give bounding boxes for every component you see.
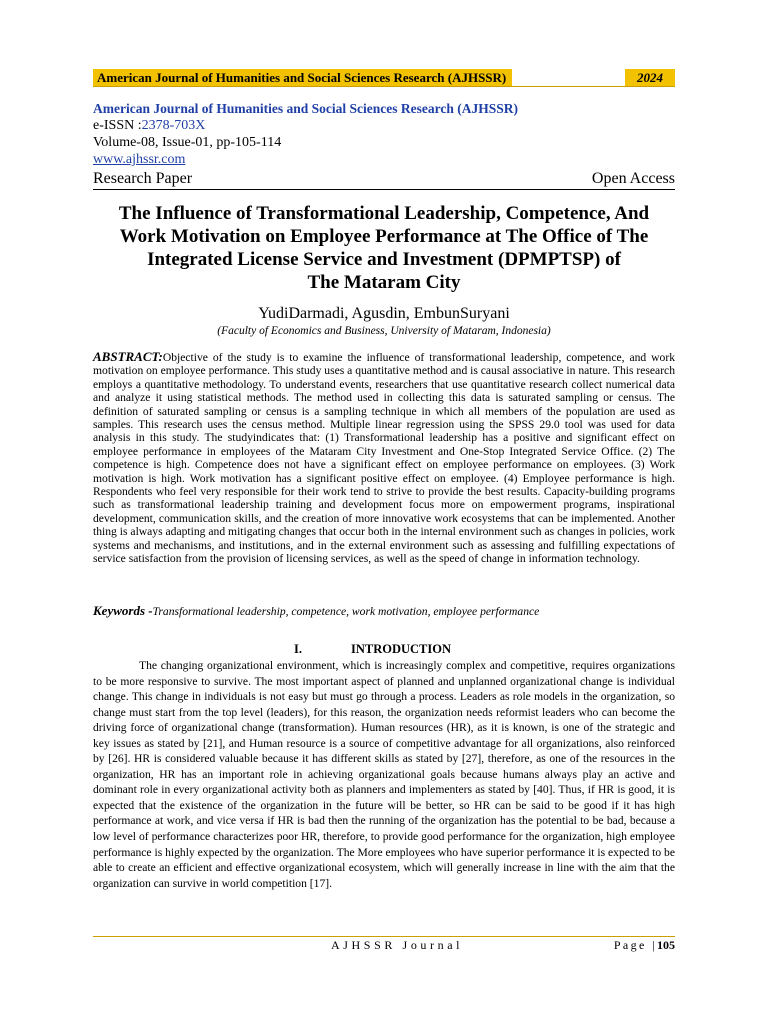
abstract-label: ABSTRACT: (93, 349, 163, 364)
abstract-text: Objective of the study is to examine the influence of transformational leadership, competence, and work motivation on employee performance. This study uses a quantitative method and is causal associative in nature. This research employs a quantitative methodology. To understand events, researchers that use quantitative research collect numerical data and analyze it using statistical methods. The method used in collecting this data is saturated sampling or census. The definition of saturated sampling or census is a sampling technique in which all members of the population are used as samples. This research uses the census method. Multiple linear regression using the SPSS 29.0 tool was used for data analysis in this study. The studyindicates that: (1) Transformational leadership has a positive and significant effect on employee performance in employees of the Mataram City Investment and One-Stop Integrated Service Office. (2) The competence is high. Competence does not have a significant effect on employee performance on employees. (3) Work motivation is high. Work motivation has a significant positive effect on employee. (4) Employee performance is high. Respondents who feel very responsible for their work tend to strive to provide the best results. Capacity-building programs such as transformational leadership training and development focus more on empowerment programs, inspirational development, communication skills, and the creation of more innovative work ecosystems that can be implemented. Another thing is always adapting and mitigating changes that occur both in the internal environment such as changes in policies, work systems and mechanisms, and institutions, and in the external environment such as assessing and fulfilling expectations of service satisfaction from the provision of licensing services, as well as the speed of change in information technology. (93, 351, 675, 566)
author-list: YudiDarmadi, Agusdin, EmbunSuryani (258, 305, 510, 322)
keywords (93, 604, 675, 619)
page-label: Page | (613, 938, 657, 952)
header-year: 2024 (625, 69, 675, 86)
paper-title (93, 202, 675, 294)
eissn-label: e-ISSN : (93, 118, 142, 133)
eissn-line (93, 117, 675, 134)
journal-website-link[interactable]: www.ajhssr.com (93, 152, 186, 167)
keywords-text: Transformational leadership, competence, work motivation, employee performance (152, 605, 540, 618)
title-line: The Mataram City (307, 272, 461, 293)
author-affiliation: (Faculty of Economics and Business, University of Mataram, Indonesia) (217, 325, 551, 337)
introduction-body (93, 658, 675, 891)
section-number: I. (294, 642, 302, 656)
title-line: Work Motivation on Employee Performance at The Office of The (119, 226, 649, 247)
journal-name: American Journal of Humanities and Social Sciences Research (AJHSSR) (93, 101, 518, 116)
abstract (93, 350, 675, 566)
header-journal-name: American Journal of Humanities and Social Sciences Research (AJHSSR) (93, 69, 512, 86)
section-title: INTRODUCTION (351, 642, 452, 656)
journal-info (93, 100, 675, 190)
footer-page (614, 938, 675, 953)
paragraph: The changing organizational environment, which is increasingly complex and competitive, requires organizations to be more responsive to survive. The most important aspect of planned and unplanned organizational change is individual change. This change in individuals is not easy but must go through a process. Leaders as role models in the organization, so change must start from the top level (leaders), for this reason, the organization needs reformist leaders who can become the driving force of organizational change (transformation). Human resources (HR), as it is known, is one of the strategic and key issues as stated by [21], and Human resource is a source of competitive advantage for all organizations, also reinforced by [26]. HR is considered valuable because it has different skills as stated by [27], therefore, as one of the resources in the organization, HR has an important role in achieving organizational goals because humans always play an active and dominant role in every organizational activity both as planners and implementers as stated by [40]. Thus, if HR is good, it is expected that the existence of the organization in the future will be better, so HR can be said to be good if it has high performance at work, and vice versa if HR is bad then the running of the organization has the potential to be bad, because a low level of performance characterizes poor HR, therefore, to provide good performance for the organization, high employee performance is highly expected by the organization. The More employees who have superior performance it is expected to be able to create an efficient and effective organizational ecosystem, which will generally increase in line with the aim that the organization can survive in world competition [17]. (93, 659, 675, 890)
access-type: Open Access (591, 170, 675, 187)
running-header (93, 69, 675, 87)
paper-type: Research Paper (93, 170, 193, 187)
paper-type-row (93, 169, 675, 190)
eissn-value: 2378-703X (141, 118, 206, 133)
title-line: The Influence of Transformational Leadership, Competence, And (118, 203, 650, 224)
page-number: 105 (657, 938, 675, 952)
volume-line: Volume-08, Issue-01, pp-105-114 (93, 135, 282, 150)
footer-journal: AJHSSR Journal (331, 938, 464, 952)
footer-rule (93, 936, 675, 937)
page-footer (93, 938, 675, 954)
title-line: Integrated License Service and Investment (DPMPTSP) of (147, 249, 621, 270)
keywords-label: Keywords - (93, 603, 153, 618)
